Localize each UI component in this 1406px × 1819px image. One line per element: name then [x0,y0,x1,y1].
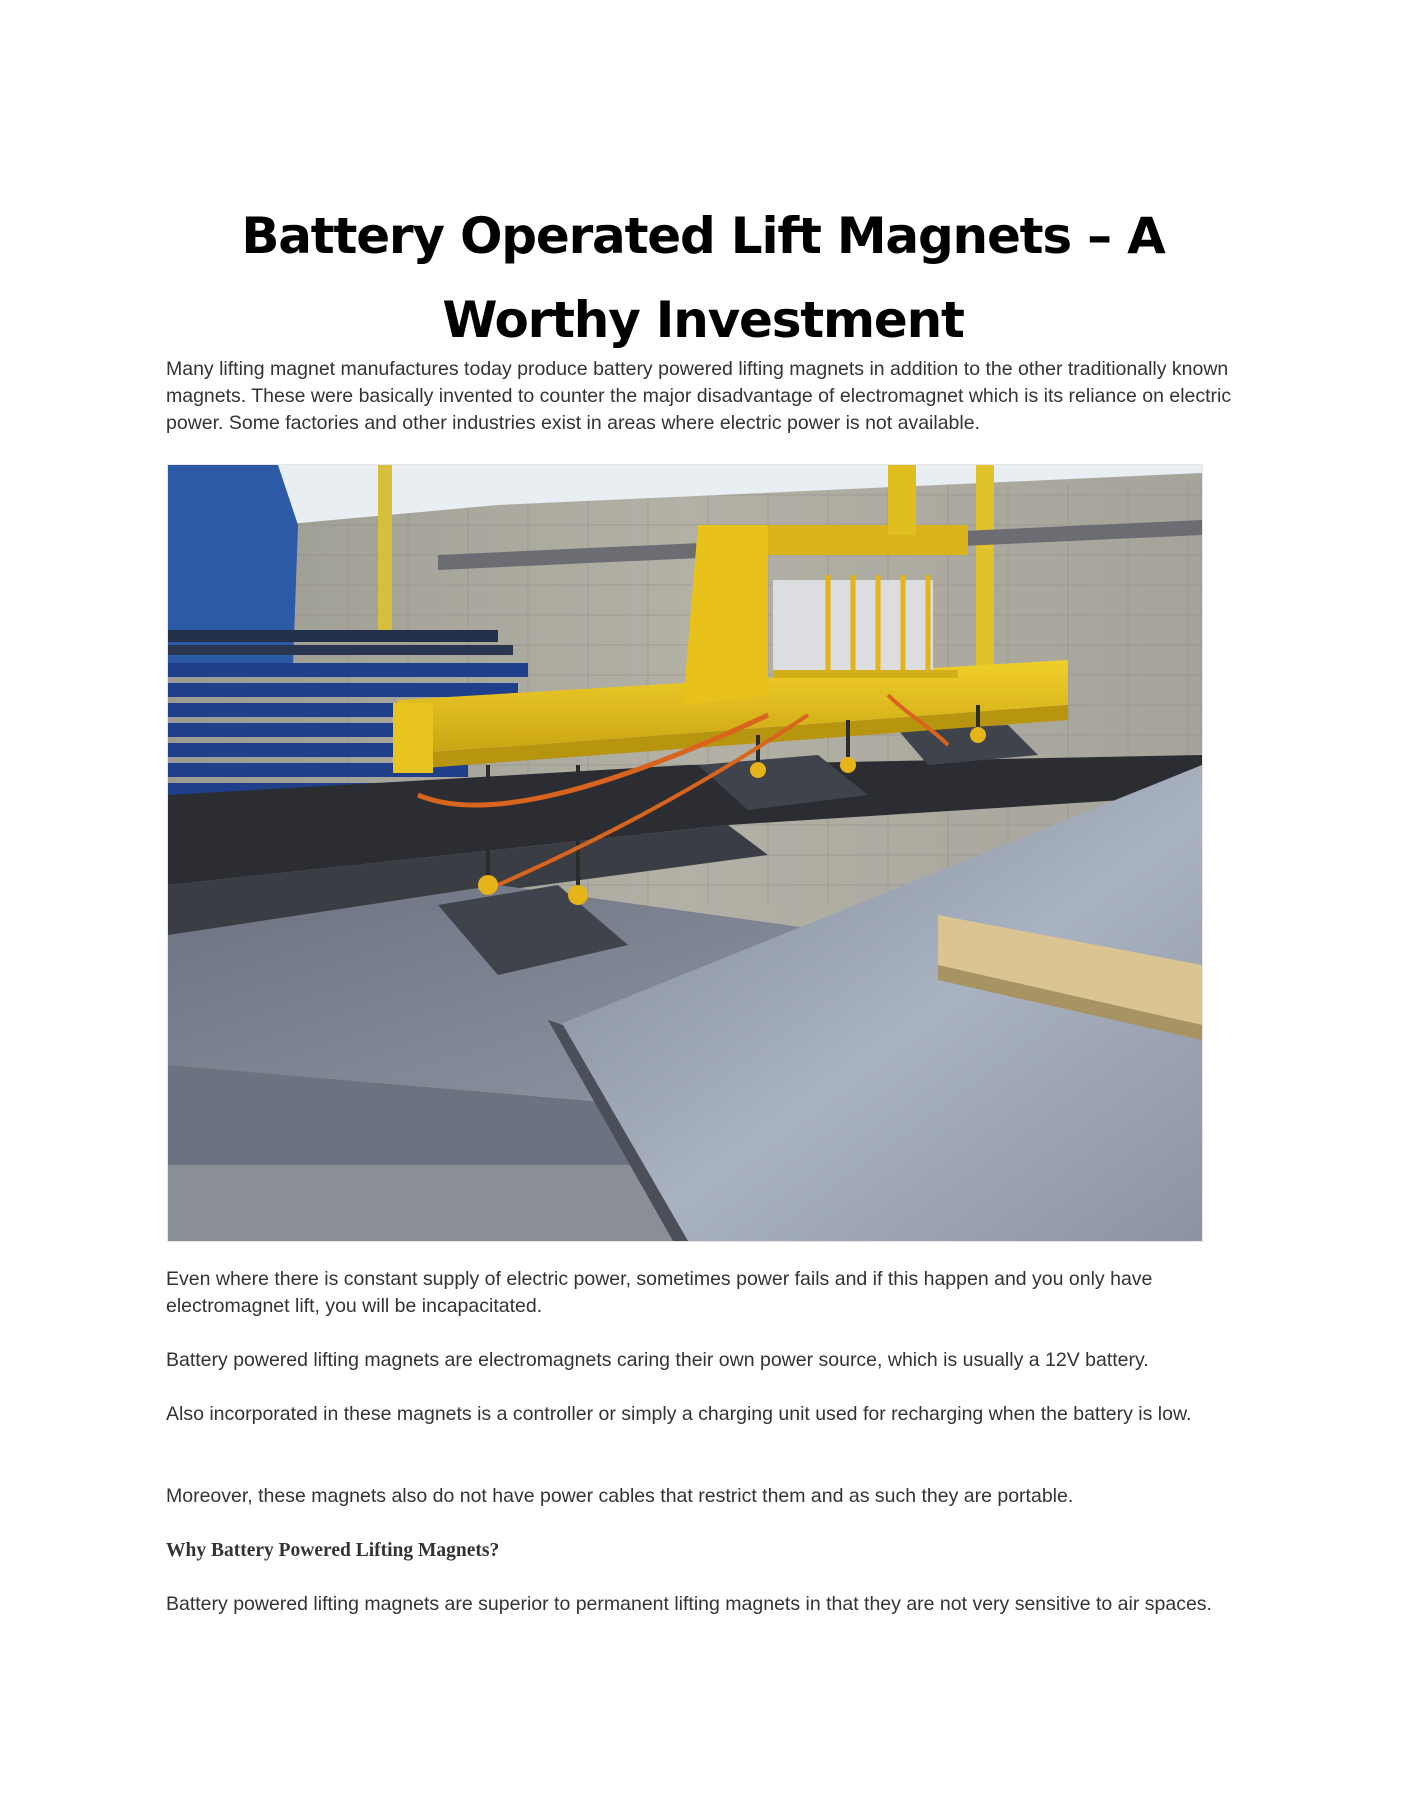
intro-paragraph: Many lifting magnet manufactures today produce battery powered lifting magnets in addition to the other traditionally known magnets. These were basically invented to counter the major disadvantage of electromagnet which is its reliance on electric power. Some factories and other industries exist in areas where electric power is not available. [166,358,1232,434]
paragraph-power-failure: Even where there is constant supply of electric power, sometimes power fails and if this happen and you only have electromagnet lift, you will be incapacitated. [166,1268,1153,1317]
lift-magnet-photo [168,465,1202,1241]
section-subheading: Why Battery Powered Lifting Magnets? [166,1540,500,1561]
paragraph-controller: Also incorporated in these magnets is a controller or simply a charging unit used for recharging when the battery is low. [166,1403,1192,1425]
paragraph-power-source: Battery powered lifting magnets are electromagnets caring their own power source, which is usually a 12V battery. [166,1349,1149,1371]
paragraph-portable: Moreover, these magnets also do not have power cables that restrict them and as such they are portable. [166,1485,1074,1507]
page-title: Battery Operated Lift Magnets – A Worthy Investment [241,206,1165,349]
paragraph-air-spaces: Battery powered lifting magnets are superior to permanent lifting magnets in that they are not very sensitive to air spaces. [166,1593,1212,1615]
